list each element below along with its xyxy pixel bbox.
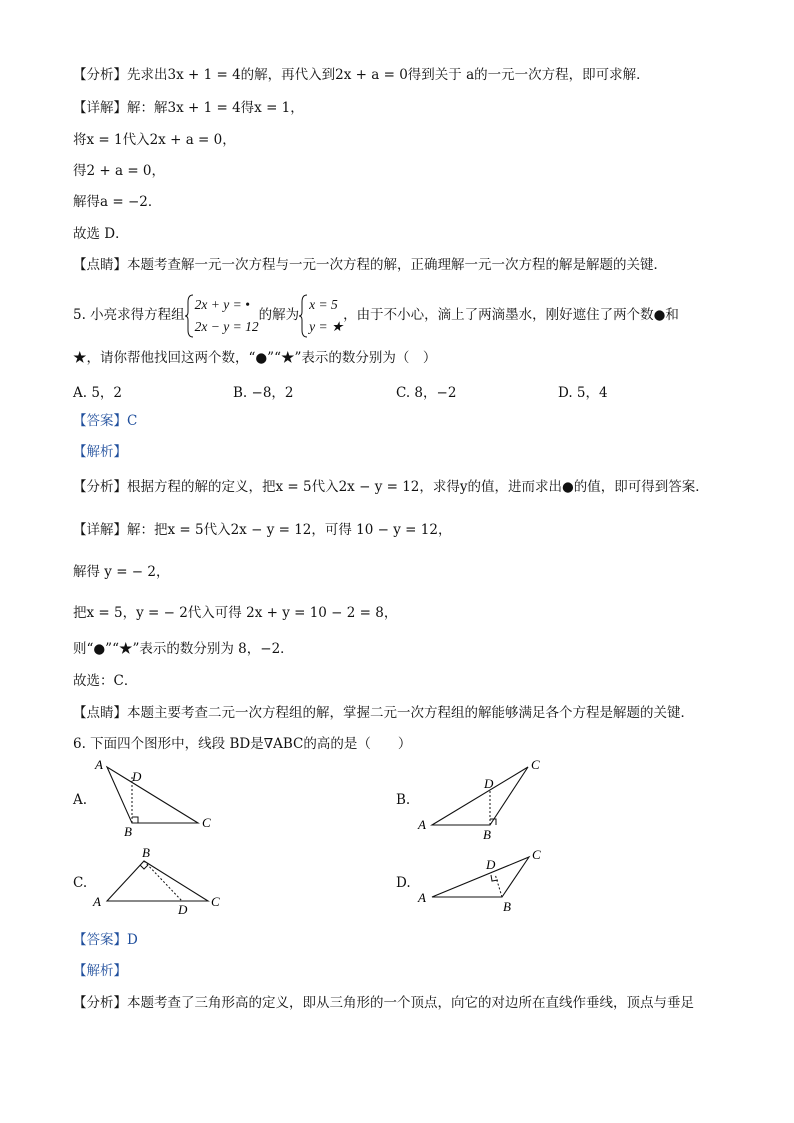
analysis-line: 【分析】先求出3x + 1 = 4的解，再代入到2x + a = 0得到关于 a的一元一次方程，即可求解． [73,67,650,83]
q5-solve: 解得 y = − 2， [73,564,170,580]
q5-eq1: 2x + y = • [194,297,250,312]
comment-line: 【点睛】本题考查解一元一次方程与一元一次方程的解，正确理解一元一次方程的解是解题的关键． [73,257,667,273]
svg-text:B: B [142,845,150,860]
svg-text:B: B [503,899,511,914]
q5-jiexi-heading: 【解析】 [73,444,127,460]
q6-label-d: D. [396,875,411,891]
q5-option-d: D. 5，4 [558,385,608,401]
substitute-line: 将x = 1代入2x + a = 0， [73,132,236,148]
svg-text:B: B [483,827,491,842]
svg-text:D: D [132,769,142,784]
svg-text:A: A [93,894,101,909]
q6-stem: 6. 下面四个图形中，线段 BD是∇ABC的高的是（ ） [73,736,412,752]
triangle-figure-d [415,845,555,920]
q5-comment: 【点睛】本题主要考查二元一次方程组的解，掌握二元一次方程组的解能够满足各个方程是解题的关键． [73,705,694,721]
svg-text:D: D [178,902,188,917]
brace-icon [185,294,194,338]
q5-line2: ★，请你帮他找回这两个数，“●”“★”表示的数分别为（ ） [73,350,437,366]
svg-text:C: C [211,894,220,909]
q6-jiexi-heading: 【解析】 [73,963,127,979]
q6-label-b: B. [396,792,411,808]
solve-line: 解得a = −2． [73,194,162,210]
triangle-figure-a [90,755,220,840]
q5-analysis: 【分析】根据方程的解的定义，把x = 5代入2x − y = 12，求得y的值，进而求出●的值，即可得到答案． [73,479,709,495]
q6-label-c: C. [73,875,88,891]
q5-detail: 【详解】解：把x = 5代入2x − y = 12，可得 10 − y = 12， [73,522,452,538]
q6-analysis: 【分析】本题考查了三角形高的定义，即从三角形的一个顶点，向它的对边所在直线作垂线，顶点与垂足 [73,995,694,1011]
q6-label-a: A. [73,792,88,808]
q5-choice: 故选：C． [73,673,138,689]
triangle-figure-c [90,840,230,920]
svg-text:A: A [418,817,426,832]
q5-substitute: 把x = 5，y = − 2代入可得 2x + y = 10 − 2 = 8， [73,605,398,621]
q5-answer: 【答案】C [73,413,138,429]
detail-line: 【详解】解：解3x + 1 = 4得x = 1， [73,100,304,116]
q6-answer: 【答案】D [73,932,138,948]
triangle-figure-b [415,755,555,843]
q5-option-a: A. 5，2 [73,385,123,401]
svg-text:D: D [486,857,496,872]
q5-eq2: 2x − y = 12 [194,319,259,334]
choice-line: 故选 D． [73,226,129,242]
svg-text:C: C [202,815,211,830]
q5-suffix: ，由于不小心，滴上了两滴墨水，刚好遮住了两个数●和 [343,307,679,323]
q5-solution [299,293,343,339]
svg-text:C: C [532,847,541,862]
svg-text:A: A [95,757,103,772]
q5-prefix: 5. 小亮求得方程组 [73,307,185,323]
q5-sol2: y = ★ [309,319,344,334]
q5-system [185,293,259,339]
result-line: 得2 + a = 0， [73,163,166,179]
svg-text:A: A [418,890,426,905]
q5-sol1: x = 5 [309,297,338,312]
q5-mid: 的解为 [258,307,300,323]
svg-text:C: C [531,757,540,772]
svg-text:B: B [124,824,132,839]
brace-icon [299,294,308,338]
svg-text:D: D [484,776,494,791]
q5-option-c: C. 8，−2 [396,385,457,401]
q5-stem [73,292,679,338]
q5-option-b: B. −8，2 [233,385,294,401]
q5-conclusion: 则“●”“★”表示的数分别为 8，−2． [73,641,294,657]
